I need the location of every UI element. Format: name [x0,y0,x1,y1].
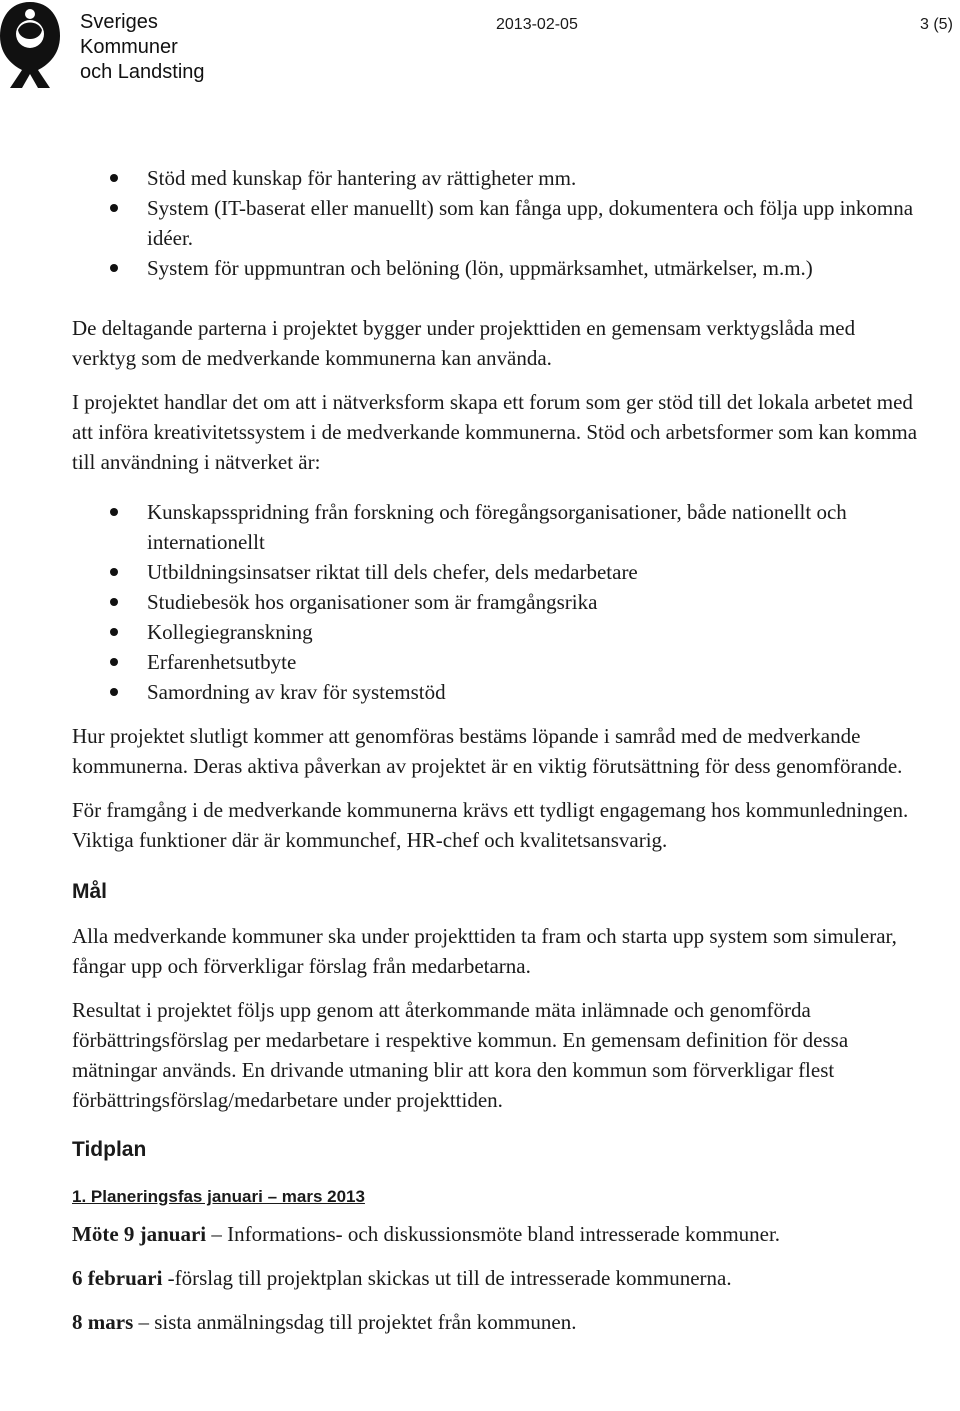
list-item: Utbildningsinsatser riktat till dels chefer, dels medarbetare [72,557,922,587]
bullet-list-network [72,497,922,707]
bullet-list-top [72,163,922,283]
document-body [72,163,922,1337]
schedule-item [72,1219,922,1249]
heading-goal: Mål [72,880,108,903]
paragraph-implementation: Hur projektet slutligt kommer att genomföras bestäms löpande i samråd med de medverkande kommunerna. Deras aktiva påverkan av projektet är en viktig förutsättning för dess genomförande. [72,724,903,778]
list-item: System (IT-baserat eller manuellt) som kan fånga upp, dokumentera och följa upp inkomna idéer. [72,193,922,253]
paragraph-toolbox: De deltagande parterna i projektet bygger under projekttiden en gemensam verktygslåda med verktyg som de medverkande kommunerna kan använda. [72,316,856,370]
org-line-3: och Landsting [80,61,205,83]
schedule-text: – Informations- och diskussionsmöte bland intresserade kommuner. [206,1222,781,1246]
schedule-text: – sista anmälningsdag till projektet från kommunen. [133,1310,577,1334]
list-item: Erfarenhetsutbyte [72,647,922,677]
list-item: Stöd med kunskap för hantering av rättigheter mm. [72,163,922,193]
schedule-date: 8 mars [72,1310,134,1334]
phase-title: 1. Planeringsfas januari – mars 2013 [72,1187,365,1206]
schedule-item [72,1263,922,1293]
list-item: Kollegiegranskning [72,617,922,647]
heading-schedule: Tidplan [72,1138,147,1161]
paragraph-results: Resultat i projektet följs upp genom att återkommande mäta inlämnade och genomförda förbättringsförslag per medarbetare i respektive kommun. En gemensam definition för dessa mätningar används. En drivande utmaning blir att kora den kommun som förverkligar flest förbättringsförslag/medarbetare under projekttiden. [72,998,849,1112]
schedule-date: Möte 9 januari [72,1222,207,1246]
page-number: 3 (5) [920,16,953,33]
list-item: Kunskapsspridning från forskning och föregångsorganisationer, både nationellt och internationellt [72,497,922,557]
list-item: Samordning av krav för systemstöd [72,677,922,707]
org-line-2: Kommuner [80,36,178,58]
organization-name [80,10,205,85]
schedule-item [72,1307,922,1337]
schedule-text: -förslag till projektplan skickas ut till de intresserade kommunerna. [162,1266,732,1290]
list-item: System för uppmuntran och belöning (lön, uppmärksamhet, utmärkelser, m.m.) [72,253,922,283]
paragraph-goal: Alla medverkande kommuner ska under projekttiden ta fram och starta upp system som simulerar, fångar upp och förverkligar förslag från medarbetarna. [72,924,897,978]
skl-logo-icon [0,0,60,90]
list-item: Studiebesök hos organisationer som är framgångsrika [72,587,922,617]
schedule-date: 6 februari [72,1266,163,1290]
paragraph-success: För framgång i de medverkande kommunerna krävs ett tydligt engagemang hos kommunledningen. Viktiga funktioner där är kommunchef, HR-chef och kvalitetsansvarig. [72,798,909,852]
document-date: 2013-02-05 [496,16,578,33]
paragraph-network: I projektet handlar det om att i nätverksform skapa ett forum som ger stöd till det lokala arbetet med att införa kreativitetssystem i de medverkande kommunerna. Stöd och arbetsformer som kan komma till användning i nätverket är: [72,390,918,474]
org-line-1: Sveriges [80,11,158,33]
